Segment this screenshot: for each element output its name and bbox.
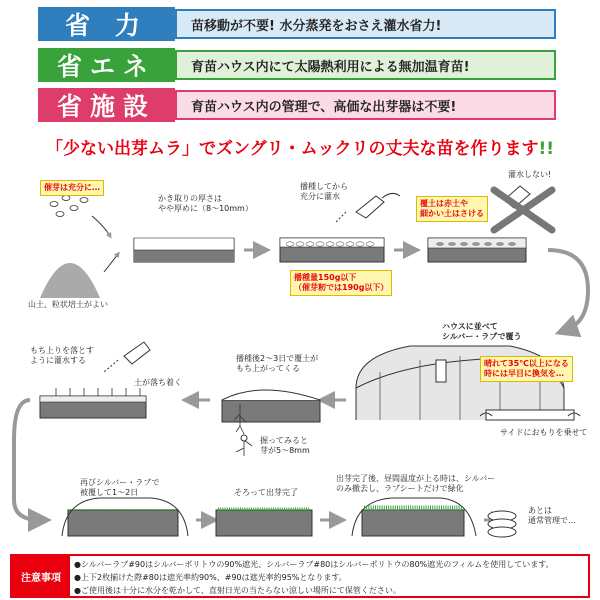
caution-list <box>70 556 554 596</box>
hot-note: 晴れて35℃以上になる 時には早目に換気を… <box>480 356 573 382</box>
headline-accent: !! <box>538 139 554 159</box>
caution-title: 注意事項 <box>12 556 70 596</box>
caution-item: ●ご使用後は十分に水分を乾かして、直射日光の当たらない涼しい場所にて保管ください。 <box>74 586 401 595</box>
banner-text: 育苗ハウス内にて太陽熱利用による無加温育苗! <box>175 50 556 80</box>
caution-panel <box>10 554 590 598</box>
banner-text: 育苗ハウス内の管理で、高価な出芽器は不要! <box>175 90 556 120</box>
caution-item: ●上下2枚揃けた際#80は遮光率約90%、#90は遮光率約95%となります。 <box>74 573 347 582</box>
seeds-icon <box>50 196 88 217</box>
side-label: サイドにおもりを乗せて <box>500 428 588 437</box>
soil-pile-icon <box>40 263 100 298</box>
no-watering-icon <box>494 186 552 230</box>
soak-note: 催芽は充分に… <box>40 180 104 196</box>
tray-sprouted-icon <box>216 510 312 536</box>
banner-text: 苗移動が不要! 水分蒸発をおさえ灌水省力! <box>175 9 556 39</box>
caution-item: ●シルバーラブ#90はシルバーポリトウの90%遮光、シルバーラブ#80はシルバーポリトウの80%遮光のフィルムを使用しています。 <box>74 560 554 569</box>
after-emerge-label: 出芽完了後、昼間温度が上る時は、シルバー のみ撤去し、ラブシートだけで緑化 <box>336 474 496 493</box>
soil-lift-label: 播種後2〜3日で覆土が もち上がってくる <box>236 354 319 373</box>
cover-soil-note: 覆土は赤土や 細かい土はさける <box>416 196 488 222</box>
seed-amount-note: 播種量150g以下 （催芽籾では190g以下） <box>290 270 392 296</box>
house-label: ハウスに並べて シルバー・ラブで覆う <box>442 322 522 341</box>
banner-tag: 省施設 <box>38 88 175 122</box>
tray-seeded-icon <box>280 238 384 262</box>
rolled-sheet-icon <box>488 511 516 537</box>
settle-label: 土が落ち着く <box>134 378 182 387</box>
banner-energy-saving <box>38 48 556 82</box>
after-label: あとは 通常管理で… <box>528 506 576 525</box>
banner-facility-saving <box>38 88 556 122</box>
lift-water-label: もち上りを落とす ように灌水する <box>30 346 94 365</box>
headline-main: 「少ない出芽ムラ」でズングリ・ムックリの丈夫な苗を作ります <box>45 139 539 159</box>
recover-label: 再びシルバー・ラブで 被覆して1〜2日 <box>80 478 160 497</box>
banner-tag: 省エネ <box>38 48 175 82</box>
scrape-label: かき取りの厚さは やや厚めに（8〜10mm） <box>158 194 253 213</box>
pile-label: 山土、粒状培土がよい <box>28 300 108 309</box>
no-water-label: 灌水しない! <box>508 170 552 179</box>
tray-greening-icon <box>352 498 476 536</box>
banner-labor-saving <box>38 7 556 41</box>
water-label: 播種してから 充分に灌水 <box>300 182 348 201</box>
tray-covered-icon <box>428 238 526 262</box>
tray-scraped-icon <box>134 238 234 262</box>
banner-tag: 省 力 <box>38 7 175 41</box>
tray-recovered-icon <box>62 498 188 536</box>
done-label: そろって出芽完了 <box>234 488 298 497</box>
sprout-label: 掘ってみると 芽が5〜8mm <box>260 436 310 455</box>
headline <box>0 134 600 159</box>
